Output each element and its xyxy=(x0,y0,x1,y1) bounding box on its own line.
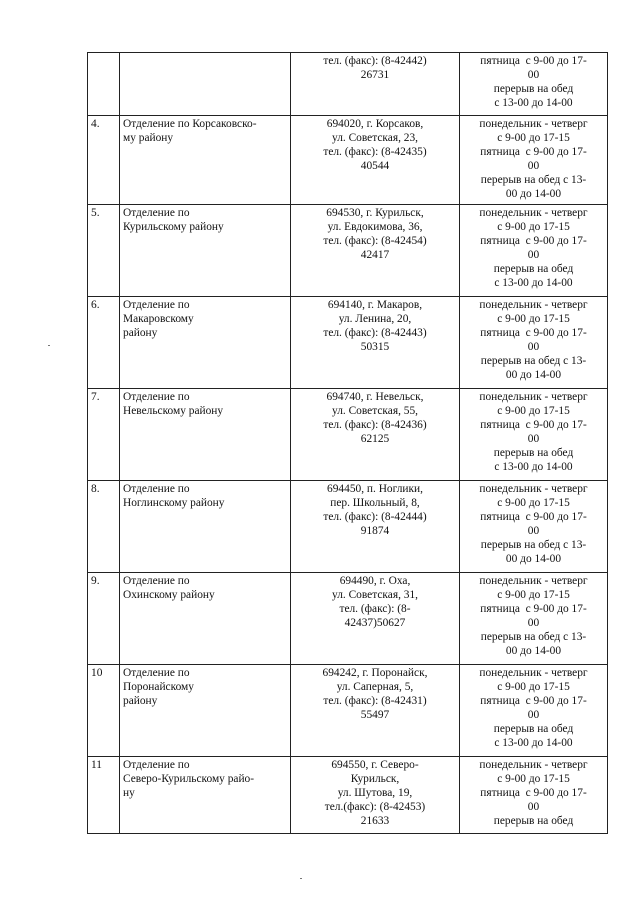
cell-working-hours-line: с 13-00 до 14-00 xyxy=(494,461,573,473)
cell-number xyxy=(88,297,120,389)
cell-address-phone-line: тел. (факс): (8-42435) xyxy=(323,146,427,158)
cell-working-hours-line: с 9-00 до 17-15 xyxy=(497,132,570,144)
cell-working-hours-line: перерыв на обед с 13- xyxy=(480,539,587,551)
cell-department-name xyxy=(120,205,291,297)
cell-address-phone-line: пер. Школьный, 8, xyxy=(330,497,420,509)
scan-speck xyxy=(48,345,50,346)
cell-address-phone xyxy=(291,297,460,389)
table-row xyxy=(88,573,608,665)
table-row xyxy=(88,116,608,205)
cell-address-phone-line: 26731 xyxy=(360,69,390,81)
cell-address-phone-line: 50315 xyxy=(360,341,390,353)
cell-department-name xyxy=(120,297,291,389)
cell-number-text: 8. xyxy=(91,483,100,495)
cell-working-hours-line: 00 xyxy=(527,525,540,537)
cell-department-name xyxy=(120,116,291,205)
cell-working-hours xyxy=(460,665,608,757)
cell-address-phone-line: 42417 xyxy=(360,249,390,261)
cell-working-hours-line: с 9-00 до 17-15 xyxy=(497,681,570,693)
cell-address-phone xyxy=(291,116,460,205)
cell-working-hours-line: понедельник - четверг xyxy=(479,299,588,311)
cell-address-phone-line: 694550, г. Северо- xyxy=(331,759,419,771)
cell-working-hours-line: пятница с 9-00 до 17- xyxy=(480,327,587,339)
cell-department-name-line: Отделение по xyxy=(123,759,190,771)
cell-working-hours xyxy=(460,116,608,205)
cell-address-phone-line: тел. (факс): (8- xyxy=(339,603,411,615)
cell-address-phone-line: ул. Советская, 23, xyxy=(332,132,418,144)
cell-working-hours-line: с 9-00 до 17-15 xyxy=(497,221,570,233)
cell-working-hours-line: перерыв на обед xyxy=(493,815,574,827)
cell-working-hours-line: с 13-00 до 14-00 xyxy=(494,277,573,289)
cell-number-text: 5. xyxy=(91,207,100,219)
cell-department-name-line: Макаровскому xyxy=(123,313,194,325)
cell-department-name-line: району xyxy=(123,327,158,339)
cell-number xyxy=(88,757,120,834)
table-row xyxy=(88,389,608,481)
table-row xyxy=(88,757,608,834)
cell-address-phone-line: 21633 xyxy=(360,815,390,827)
cell-department-name-line: Отделение по xyxy=(123,299,190,311)
cell-working-hours xyxy=(460,53,608,116)
cell-working-hours xyxy=(460,205,608,297)
cell-department-name-line: Отделение по xyxy=(123,391,190,403)
cell-working-hours-line: понедельник - четверг xyxy=(479,118,588,130)
cell-department-name xyxy=(120,665,291,757)
cell-department-name-line: ну xyxy=(123,787,135,799)
cell-working-hours xyxy=(460,757,608,834)
cell-address-phone-line: 694490, г. Оха, xyxy=(339,575,411,587)
cell-number xyxy=(88,205,120,297)
cell-address-phone-line: тел. (факс): (8-42436) xyxy=(323,419,427,431)
cell-address-phone-line: 694140, г. Макаров, xyxy=(327,299,423,311)
cell-address-phone-line: ул. Советская, 55, xyxy=(332,405,418,417)
cell-address-phone-line: ул. Шутова, 19, xyxy=(337,787,413,799)
cell-address-phone-line: ул. Саперная, 5, xyxy=(336,681,414,693)
cell-address-phone-line: 55497 xyxy=(360,709,390,721)
cell-working-hours-line: понедельник - четверг xyxy=(479,391,588,403)
cell-address-phone-line: тел. (факс): (8-42442) xyxy=(323,55,427,67)
cell-working-hours-line: 00 до 14-00 xyxy=(505,188,562,200)
cell-department-name-line: Отделение по Корсаковско- xyxy=(123,118,257,130)
cell-address-phone-line: 694450, п. Ноглики, xyxy=(327,483,423,495)
cell-working-hours-line: пятница с 9-00 до 17- xyxy=(480,419,587,431)
cell-address-phone-line: тел. (факс): (8-42443) xyxy=(323,327,427,339)
cell-department-name xyxy=(120,481,291,573)
cell-department-name-line: Отделение по xyxy=(123,667,190,679)
cell-department-name-line: Северо-Курильскому райо- xyxy=(123,773,255,785)
cell-number-text: 7. xyxy=(91,391,100,403)
cell-working-hours-line: 00 xyxy=(527,709,540,721)
cell-working-hours-line: перерыв на обед xyxy=(493,723,574,735)
cell-department-name-line: му району xyxy=(123,132,174,144)
cell-working-hours xyxy=(460,297,608,389)
cell-address-phone-line: 42437)50627 xyxy=(344,617,406,629)
cell-department-name xyxy=(120,573,291,665)
cell-department-name-line: Поронайскому xyxy=(123,681,194,693)
table-row xyxy=(88,665,608,757)
cell-working-hours-line: 00 xyxy=(527,801,540,813)
cell-working-hours-line: пятница с 9-00 до 17- xyxy=(480,787,587,799)
cell-address-phone-line: ул. Ленина, 20, xyxy=(338,313,412,325)
cell-address-phone-line: ул. Советская, 31, xyxy=(332,589,418,601)
cell-working-hours-line: пятница с 9-00 до 17- xyxy=(480,511,587,523)
cell-number-text: 10 xyxy=(91,667,103,679)
cell-working-hours-line: перерыв на обед xyxy=(493,263,574,275)
cell-address-phone xyxy=(291,481,460,573)
cell-address-phone-line: тел. (факс): (8-42444) xyxy=(323,511,427,523)
cell-working-hours-line: 00 до 14-00 xyxy=(505,369,562,381)
cell-working-hours-line: понедельник - четверг xyxy=(479,207,588,219)
cell-working-hours-line: пятница с 9-00 до 17- xyxy=(480,146,587,158)
cell-address-phone-line: 694530, г. Курильск, xyxy=(326,207,424,219)
cell-working-hours-line: с 9-00 до 17-15 xyxy=(497,497,570,509)
cell-address-phone-line: тел.(факс): (8-42453) xyxy=(324,801,426,813)
cell-working-hours-line: перерыв на обед с 13- xyxy=(480,631,587,643)
cell-working-hours-line: понедельник - четверг xyxy=(479,483,588,495)
cell-address-phone-line: 694740, г. Невельск, xyxy=(326,391,424,403)
table-row xyxy=(88,297,608,389)
cell-working-hours-line: с 13-00 до 14-00 xyxy=(494,737,573,749)
cell-working-hours-line: 00 до 14-00 xyxy=(505,645,562,657)
cell-address-phone-line: 91874 xyxy=(360,525,390,537)
cell-address-phone xyxy=(291,573,460,665)
cell-department-name-line: Отделение по xyxy=(123,575,190,587)
cell-department-name xyxy=(120,53,291,116)
cell-department-name-line: Курильскому району xyxy=(123,221,224,233)
cell-working-hours-line: 00 xyxy=(527,617,540,629)
cell-address-phone xyxy=(291,205,460,297)
table-row xyxy=(88,205,608,297)
cell-working-hours xyxy=(460,481,608,573)
cell-working-hours-line: перерыв на обед с 13- xyxy=(480,174,587,186)
cell-number xyxy=(88,665,120,757)
cell-number-text: 9. xyxy=(91,575,100,587)
cell-number-text: 4. xyxy=(91,118,100,130)
cell-department-name-line: Отделение по xyxy=(123,207,190,219)
cell-address-phone-line: 694020, г. Корсаков, xyxy=(326,118,424,130)
cell-number xyxy=(88,481,120,573)
scan-speck xyxy=(300,878,302,879)
cell-working-hours-line: понедельник - четверг xyxy=(479,759,588,771)
cell-working-hours-line: перерыв на обед с 13- xyxy=(480,355,587,367)
cell-department-name xyxy=(120,389,291,481)
cell-working-hours-line: перерыв на обед xyxy=(493,447,574,459)
cell-department-name-line: району xyxy=(123,695,158,707)
departments-table-body xyxy=(88,53,608,834)
table-row xyxy=(88,53,608,116)
cell-working-hours-line: пятница с 9-00 до 17- xyxy=(480,55,587,67)
cell-working-hours-line: с 9-00 до 17-15 xyxy=(497,313,570,325)
cell-department-name xyxy=(120,757,291,834)
cell-address-phone xyxy=(291,757,460,834)
cell-working-hours xyxy=(460,573,608,665)
cell-department-name-line: Невельскому району xyxy=(123,405,224,417)
cell-address-phone-line: ул. Евдокимова, 36, xyxy=(327,221,423,233)
cell-number xyxy=(88,389,120,481)
cell-working-hours-line: 00 xyxy=(527,433,540,445)
table-row xyxy=(88,481,608,573)
cell-number xyxy=(88,53,120,116)
cell-department-name-line: Ноглинскому району xyxy=(123,497,225,509)
cell-working-hours-line: 00 xyxy=(527,69,540,81)
cell-address-phone-line: 694242, г. Поронайск, xyxy=(322,667,428,679)
cell-address-phone xyxy=(291,53,460,116)
cell-working-hours-line: понедельник - четверг xyxy=(479,575,588,587)
cell-address-phone-line: тел. (факс): (8-42454) xyxy=(323,235,427,247)
cell-working-hours-line: с 9-00 до 17-15 xyxy=(497,405,570,417)
departments-table xyxy=(87,52,608,834)
cell-working-hours-line: 00 до 14-00 xyxy=(505,553,562,565)
cell-address-phone-line: 62125 xyxy=(360,433,390,445)
cell-address-phone-line: 40544 xyxy=(360,160,390,172)
cell-number xyxy=(88,116,120,205)
cell-number xyxy=(88,573,120,665)
cell-address-phone-line: Курильск, xyxy=(350,773,400,785)
cell-working-hours-line: перерыв на обед xyxy=(493,83,574,95)
cell-working-hours-line: пятница с 9-00 до 17- xyxy=(480,603,587,615)
cell-number-text: 6. xyxy=(91,299,100,311)
cell-working-hours-line: понедельник - четверг xyxy=(479,667,588,679)
cell-department-name-line: Охинскому району xyxy=(123,589,215,601)
cell-working-hours-line: с 9-00 до 17-15 xyxy=(497,589,570,601)
cell-working-hours-line: 00 xyxy=(527,160,540,172)
cell-number-text: 11 xyxy=(91,759,102,771)
cell-department-name-line: Отделение по xyxy=(123,483,190,495)
cell-working-hours-line: пятница с 9-00 до 17- xyxy=(480,695,587,707)
cell-working-hours-line: 00 xyxy=(527,341,540,353)
cell-address-phone-line: тел. (факс): (8-42431) xyxy=(323,695,427,707)
cell-working-hours-line: пятница с 9-00 до 17- xyxy=(480,235,587,247)
cell-working-hours-line: с 9-00 до 17-15 xyxy=(497,773,570,785)
cell-working-hours-line: 00 xyxy=(527,249,540,261)
cell-address-phone xyxy=(291,665,460,757)
cell-working-hours xyxy=(460,389,608,481)
cell-address-phone xyxy=(291,389,460,481)
cell-working-hours-line: с 13-00 до 14-00 xyxy=(494,97,573,109)
